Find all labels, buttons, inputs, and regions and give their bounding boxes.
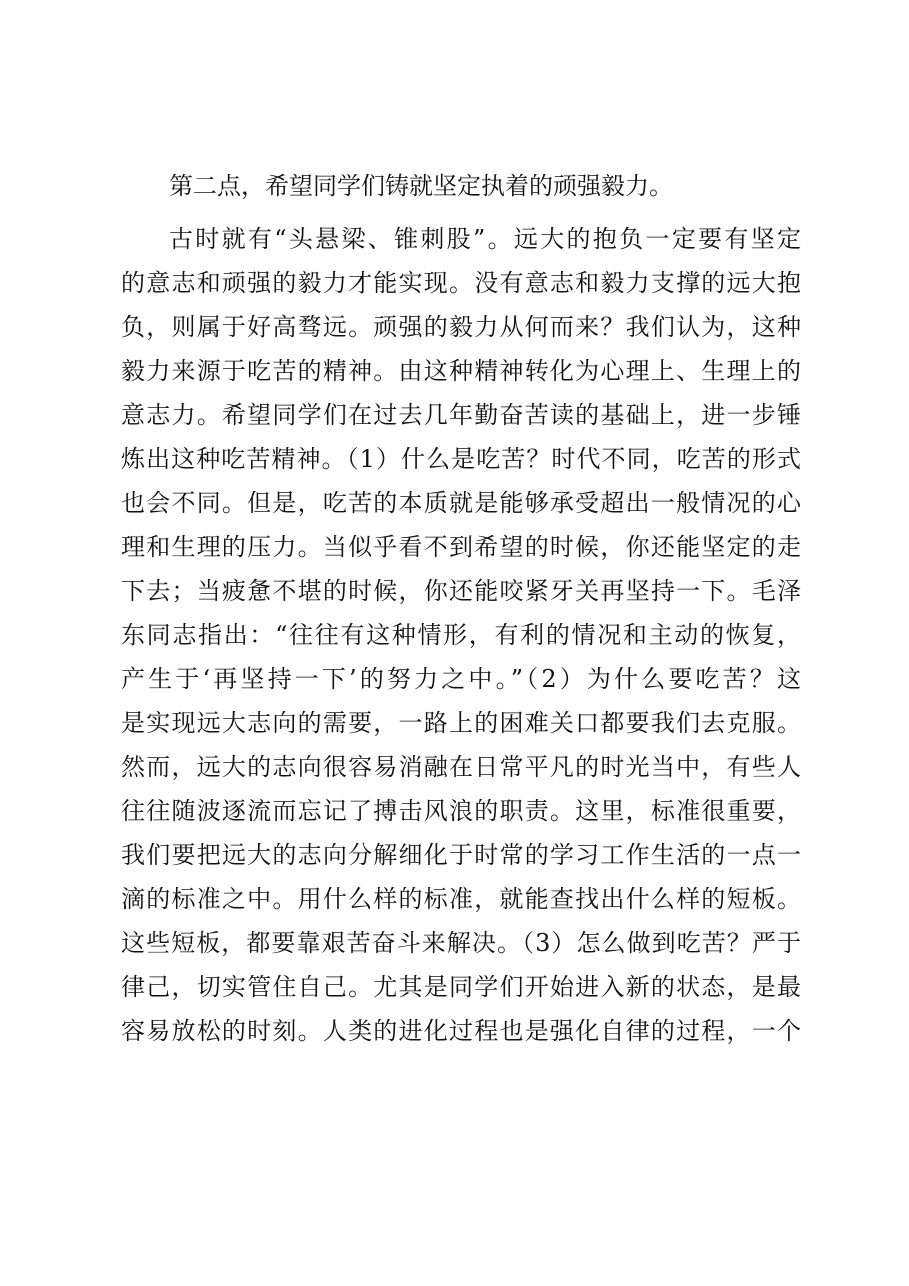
paragraph-line: 我们要把远大的志向分解细化于时常的学习工作生活的一点一 — [121, 841, 801, 869]
paragraph-line: 的意志和顽强的毅力才能实现。没有意志和毅力支撑的远大抱 — [121, 269, 801, 297]
paragraph-line: 容易放松的时刻。人类的进化过程也是强化自律的过程，一个 — [121, 1017, 801, 1045]
paragraph-line: 然而，远大的志向很容易消融在日常平凡的时光当中，有些人 — [121, 753, 801, 781]
paragraph-line: 律己，切实管住自己。尤其是同学们开始进入新的状态，是最 — [121, 973, 801, 1001]
paragraph-line: 产生于‘再坚持一下’的努力之中。”（2）为什么要吃苦？这 — [121, 665, 801, 693]
paragraph-line: 意志力。希望同学们在过去几年勤奋苦读的基础上，进一步锤 — [121, 401, 801, 429]
paragraph-line: 负，则属于好高骛远。顽强的毅力从何而来？我们认为，这种 — [121, 313, 801, 341]
paragraph-line: 东同志指出：“往往有这种情形，有利的情况和主动的恢复， — [121, 621, 801, 649]
paragraph-line: 毅力来源于吃苦的精神。由这种精神转化为心理上、生理上的 — [121, 357, 801, 385]
paragraph-line: 古时就有“头悬梁、锥刺股”。远大的抱负一定要有坚定 — [169, 225, 801, 253]
paragraph-line: 这些短板，都要靠艰苦奋斗来解决。（3）怎么做到吃苦？严于 — [121, 929, 801, 957]
paragraph-line: 下去；当疲惫不堪的时候，你还能咬紧牙关再坚持一下。毛泽 — [121, 577, 801, 605]
paragraph-line: 滴的标准之中。用什么样的标准，就能查找出什么样的短板。 — [121, 885, 801, 913]
paragraph-line: 往往随波逐流而忘记了搏击风浪的职责。这里，标准很重要， — [121, 797, 801, 825]
paragraph-heading: 第二点，希望同学们铸就坚定执着的顽强毅力。 — [169, 172, 673, 200]
paragraph-line: 是实现远大志向的需要，一路上的困难关口都要我们去克服。 — [121, 709, 801, 737]
paragraph-line: 理和生理的压力。当似乎看不到希望的时候，你还能坚定的走 — [121, 533, 801, 561]
paragraph-line: 炼出这种吃苦精神。（1）什么是吃苦？时代不同，吃苦的形式 — [121, 445, 801, 473]
paragraph-line: 也会不同。但是，吃苦的本质就是能够承受超出一般情况的心 — [121, 489, 801, 517]
